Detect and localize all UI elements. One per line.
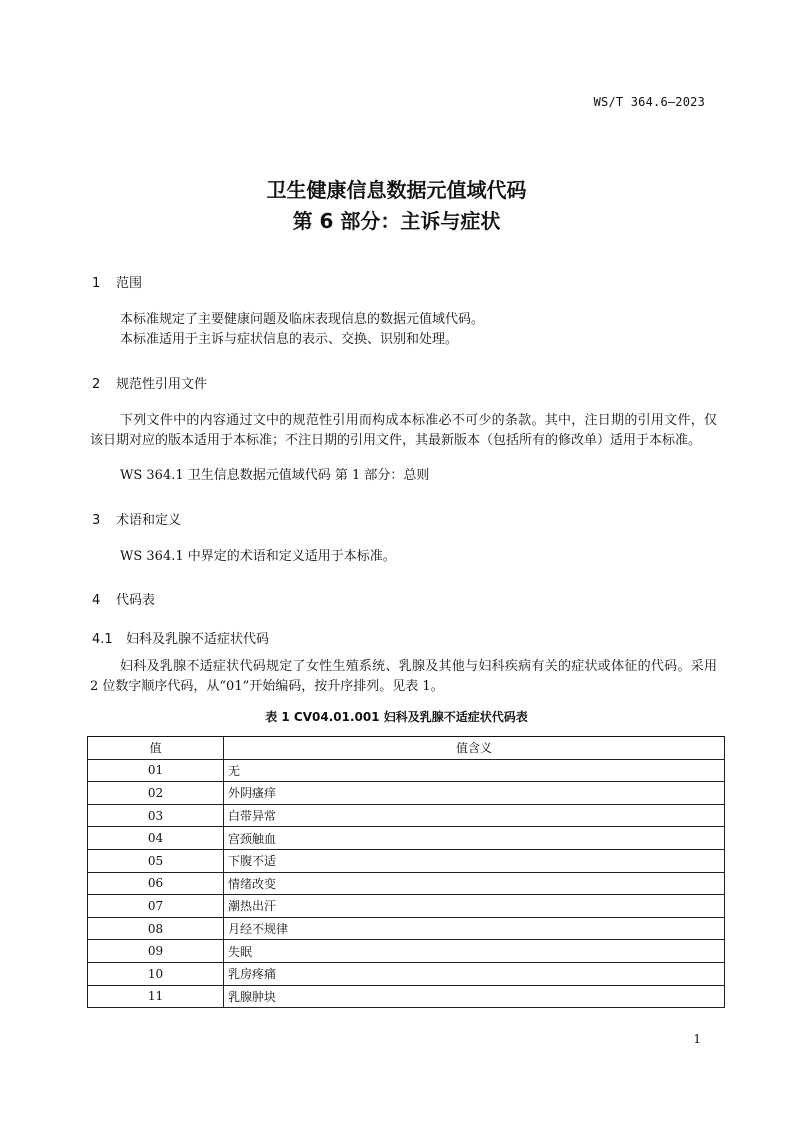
table-caption: 表 1 CV04.01.001 妇科及乳腺不适症状代码表 — [265, 710, 528, 724]
code-table — [87, 736, 725, 1008]
section-4-1-heading — [92, 628, 269, 647]
section-title: 规范性引用文件 — [116, 377, 208, 392]
section-3-paragraph: WS 364.1 中界定的术语和定义适用于本标准。 — [120, 549, 396, 564]
subsection-title: 妇科及乳腺不适症状代码 — [126, 632, 270, 647]
table-row — [88, 985, 725, 1008]
table-row — [88, 940, 725, 963]
section-2-paragraph: 下列文件中的内容通过文中的规范性引用而构成本标准必不可少的条款。其中，注日期的引用文件，仅该日期对应的版本适用于本标准；不注日期的引用文件，其最新版本（包括所有的修改单）适用于本标准。 — [90, 413, 717, 448]
code-meaning: 失眠 — [224, 940, 725, 963]
code-meaning: 宫颈触血 — [224, 827, 725, 850]
table-row — [88, 895, 725, 918]
section-number: 4 — [92, 593, 101, 608]
code-value: 11 — [88, 985, 224, 1008]
table-row — [88, 804, 725, 827]
section-number: 2 — [92, 377, 101, 392]
section-1-paragraph-2: 本标准适用于主诉与症状信息的表示、交换、识别和处理。 — [120, 332, 459, 347]
column-header-meaning: 值含义 — [224, 737, 725, 760]
section-1-paragraph-1: 本标准规定了主要健康问题及临床表现信息的数据元值域代码。 — [120, 312, 485, 327]
table-row — [88, 872, 725, 895]
section-title: 范围 — [116, 276, 143, 291]
normative-reference: WS 364.1 卫生信息数据元值域代码 第 1 部分：总则 — [120, 468, 430, 483]
document-subtitle: 第 6 部分：主诉与症状 — [292, 209, 501, 233]
section-1-heading — [92, 272, 142, 291]
code-value: 03 — [88, 804, 224, 827]
section-title: 术语和定义 — [116, 513, 182, 528]
column-header-value: 值 — [88, 737, 224, 760]
section-number: 3 — [92, 513, 101, 528]
table-row — [88, 849, 725, 872]
page-number: 1 — [693, 1032, 701, 1046]
section-number: 1 — [92, 276, 101, 291]
table-row — [88, 962, 725, 985]
code-meaning: 下腹不适 — [224, 849, 725, 872]
code-meaning: 白带异常 — [224, 804, 725, 827]
code-value: 01 — [88, 759, 224, 782]
code-value: 07 — [88, 895, 224, 918]
section-4-heading — [92, 589, 155, 608]
section-2-heading — [92, 373, 207, 392]
code-value: 10 — [88, 962, 224, 985]
section-title: 代码表 — [116, 593, 156, 608]
subsection-number: 4.1 — [92, 632, 113, 647]
table-row — [88, 759, 725, 782]
code-meaning: 潮热出汗 — [224, 895, 725, 918]
document-code: WS/T 364.6—2023 — [593, 95, 705, 109]
code-value: 08 — [88, 917, 224, 940]
table-row — [88, 917, 725, 940]
code-meaning: 乳腺肿块 — [224, 985, 725, 1008]
table-header-row — [88, 737, 725, 760]
code-value: 05 — [88, 849, 224, 872]
code-value: 02 — [88, 782, 224, 805]
section-3-heading — [92, 509, 181, 528]
code-value: 09 — [88, 940, 224, 963]
section-4-1-paragraph: 妇科及乳腺不适症状代码规定了女性生殖系统、乳腺及其他与妇科疾病有关的症状或体征的代码。采用 2 位数字顺序代码，从“01”开始编码，按升序排列。见表 1。 — [90, 659, 717, 694]
code-value: 06 — [88, 872, 224, 895]
code-meaning: 乳房疼痛 — [224, 962, 725, 985]
code-value: 04 — [88, 827, 224, 850]
document-title: 卫生健康信息数据元值域代码 — [266, 178, 527, 202]
code-meaning: 情绪改变 — [224, 872, 725, 895]
code-meaning: 外阴瘙痒 — [224, 782, 725, 805]
table-row — [88, 782, 725, 805]
code-meaning: 月经不规律 — [224, 917, 725, 940]
code-meaning: 无 — [224, 759, 725, 782]
table-row — [88, 827, 725, 850]
